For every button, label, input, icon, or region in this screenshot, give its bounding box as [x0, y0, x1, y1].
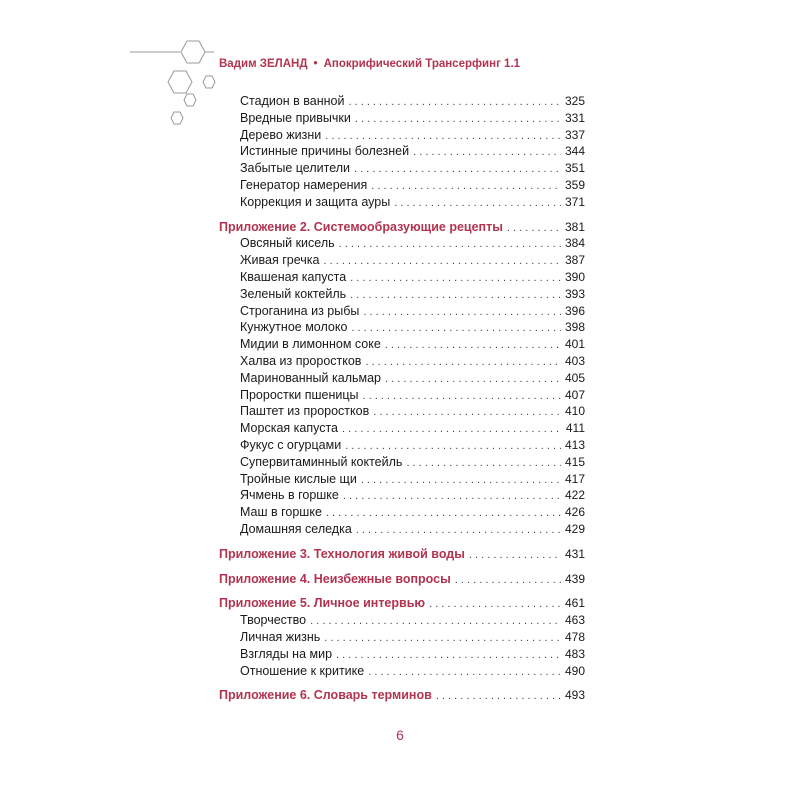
toc-item-title: Морская капуста [240, 421, 339, 436]
hexagon-small-right [203, 76, 215, 88]
toc-item-title: Зеленый коктейль [240, 286, 347, 301]
toc-section-row [219, 571, 585, 587]
toc-item-title: Творчество [240, 613, 307, 628]
toc-item-title: Фукус с огурцами [240, 438, 342, 452]
toc-page-number: 387 [564, 253, 585, 268]
toc-section-title: Приложение 6. Словарь терминов [219, 688, 432, 703]
toc-page-number: 407 [564, 387, 585, 402]
toc-page-number: 483 [564, 646, 585, 661]
toc-page-number: 439 [564, 571, 585, 586]
toc-leader-dots [362, 388, 560, 404]
toc-leader-dots [371, 178, 561, 194]
hexagon-large-top [181, 41, 205, 63]
toc-leader-dots [351, 320, 561, 336]
toc-leader-dots [350, 270, 561, 286]
toc-item-row [240, 487, 585, 503]
toc-leader-dots [373, 404, 561, 420]
toc-leader-dots [336, 647, 561, 663]
toc-page-number: 417 [564, 471, 585, 486]
toc-page-number: 384 [564, 236, 585, 251]
toc-item-row [240, 370, 585, 386]
toc-item-row [240, 319, 585, 335]
toc-leader-dots [343, 488, 561, 504]
toc-page-number: 393 [564, 286, 585, 301]
toc-item-row [240, 353, 585, 369]
hexagon-large-middle [168, 71, 192, 93]
toc-leader-dots [368, 664, 561, 680]
toc-item-row [240, 177, 585, 193]
toc-item-title: Забытые целители [240, 161, 351, 176]
toc-item-title: Стадион в ванной [240, 94, 345, 108]
toc-page-number: 359 [564, 178, 585, 192]
toc-item-row [240, 194, 585, 210]
toc-page-number: 331 [564, 110, 585, 125]
toc-leader-dots [355, 111, 561, 127]
toc-page-number: 325 [564, 94, 585, 108]
toc-leader-dots [325, 128, 561, 144]
toc-item-title: Отношение к критике [240, 663, 365, 678]
toc-leader-dots [436, 688, 561, 704]
header-separator: • [313, 58, 318, 70]
toc-item-row [240, 646, 585, 662]
toc-section-title: Приложение 3. Технология живой воды [219, 546, 465, 561]
toc-item-title: Дерево жизни [240, 127, 322, 142]
toc-page-number: 398 [564, 320, 585, 335]
toc-page-number: 478 [564, 630, 585, 644]
toc-item-title: Овсяный кисель [240, 236, 335, 251]
toc-page-number: 401 [564, 337, 585, 352]
toc-item-title: Паштет из проростков [240, 404, 370, 419]
hexagon-small-bottom [171, 112, 183, 124]
toc-item-row [240, 160, 585, 176]
toc-page-number: 463 [564, 613, 585, 628]
toc-item-title: Проростки пшеницы [240, 387, 359, 402]
toc-item-row [240, 471, 585, 487]
toc-page-number: 493 [564, 688, 585, 703]
toc-page-number: 415 [564, 454, 585, 469]
toc-leader-dots [406, 455, 561, 471]
toc-page-number: 429 [564, 522, 585, 536]
toc-leader-dots [339, 236, 561, 252]
toc-leader-dots [394, 195, 561, 211]
toc-leader-dots [342, 421, 562, 437]
toc-item-row [240, 403, 585, 419]
toc-page-number: 403 [564, 354, 585, 368]
toc-page-number: 396 [564, 303, 585, 318]
toc-leader-dots [361, 472, 561, 488]
toc-leader-dots [413, 144, 561, 160]
toc-item-title: Генератор намерения [240, 178, 368, 192]
toc-leader-dots [469, 547, 561, 563]
toc-leader-dots [348, 94, 560, 110]
toc-leader-dots [356, 522, 561, 538]
toc-item-title: Строганина из рыбы [240, 303, 360, 318]
page-number: 6 [396, 727, 404, 743]
toc-item-title: Взгляды на мир [240, 646, 333, 661]
toc-section-row [219, 546, 585, 562]
toc-page-number: 422 [564, 488, 585, 503]
toc-item-row [240, 286, 585, 302]
toc-item-title: Домашняя селедка [240, 522, 352, 536]
toc-item-row [240, 521, 585, 537]
toc-item-row [240, 629, 585, 645]
toc-item-title: Кунжутное молоко [240, 320, 348, 335]
toc-leader-dots [385, 371, 561, 387]
toc-item-row [240, 127, 585, 143]
toc-section-row [219, 687, 585, 703]
header-author: Вадим ЗЕЛАНД [219, 58, 308, 70]
toc-item-row [240, 143, 585, 159]
toc-page-number: 381 [564, 219, 585, 234]
toc-page-number: 344 [564, 144, 585, 159]
toc-item-title: Личная жизнь [240, 630, 321, 644]
toc-leader-dots [363, 304, 561, 320]
toc-page-number: 410 [564, 404, 585, 419]
toc-item-title: Тройные кислые щи [240, 471, 357, 486]
header-book-title: Апокрифический Трансерфинг 1.1 [323, 58, 521, 70]
toc-item-title: Живая гречка [240, 253, 320, 268]
toc-item-title: Маш в горшке [240, 505, 322, 520]
toc-leader-dots [354, 161, 561, 177]
toc-page-number: 390 [564, 270, 585, 284]
toc-item-title: Маринованный кальмар [240, 370, 381, 385]
toc-item-row [240, 235, 585, 251]
toc-leader-dots [507, 220, 561, 236]
toc-item-row [240, 612, 585, 628]
toc-item-row [240, 252, 585, 268]
toc-leader-dots [323, 253, 560, 269]
toc-page-number: 413 [564, 438, 585, 452]
toc-page-number: 337 [564, 127, 585, 142]
toc-item-row [240, 93, 585, 109]
toc-section-title: Приложение 2. Системообразующие рецепты [219, 219, 503, 234]
toc-leader-dots [345, 438, 561, 454]
toc-item-title: Истинные причины болезней [240, 144, 410, 159]
toc-item-title: Мидии в лимонном соке [240, 337, 381, 352]
toc-leader-dots [310, 613, 561, 629]
toc-item-row [240, 420, 585, 436]
toc-section-row [219, 219, 585, 235]
toc-page-number: 461 [564, 596, 585, 611]
toc-item-title: Вредные привычки [240, 110, 351, 125]
toc-leader-dots [455, 572, 561, 588]
toc-leader-dots [324, 630, 561, 646]
toc-item-title: Квашеная капуста [240, 270, 347, 284]
toc-page-number: 371 [564, 194, 585, 209]
running-header [219, 58, 520, 70]
toc-page-number: 426 [564, 505, 585, 520]
toc-leader-dots [350, 287, 561, 303]
toc-item-row [240, 303, 585, 319]
toc-item-title: Ячмень в горшке [240, 488, 339, 503]
toc-page-number: 405 [564, 370, 585, 385]
toc-page-number: 351 [564, 161, 585, 176]
toc-item-row [240, 454, 585, 470]
toc-section-title: Приложение 4. Неизбежные вопросы [219, 571, 451, 586]
toc-section-row [219, 595, 585, 611]
toc-section-title: Приложение 5. Личное интервью [219, 596, 426, 611]
toc-item-title: Коррекция и защита ауры [240, 194, 391, 209]
toc-item-row [240, 387, 585, 403]
toc-leader-dots [385, 337, 561, 353]
toc-leader-dots [429, 596, 561, 612]
hexagon-small-middle [184, 94, 196, 106]
toc-leader-dots [365, 354, 561, 370]
toc-item-title: Халва из проростков [240, 354, 362, 368]
toc-item-row [240, 504, 585, 520]
toc-item-row [240, 336, 585, 352]
toc-item-row [240, 110, 585, 126]
toc-page-number: 431 [564, 546, 585, 561]
toc-item-row [240, 663, 585, 679]
toc-page-number: 490 [564, 663, 585, 678]
toc-item-title: Супервитаминный коктейль [240, 454, 403, 469]
toc-item-row [240, 437, 585, 453]
toc-item-row [240, 269, 585, 285]
toc-leader-dots [326, 505, 561, 521]
toc-page-number: 411 [565, 421, 585, 436]
